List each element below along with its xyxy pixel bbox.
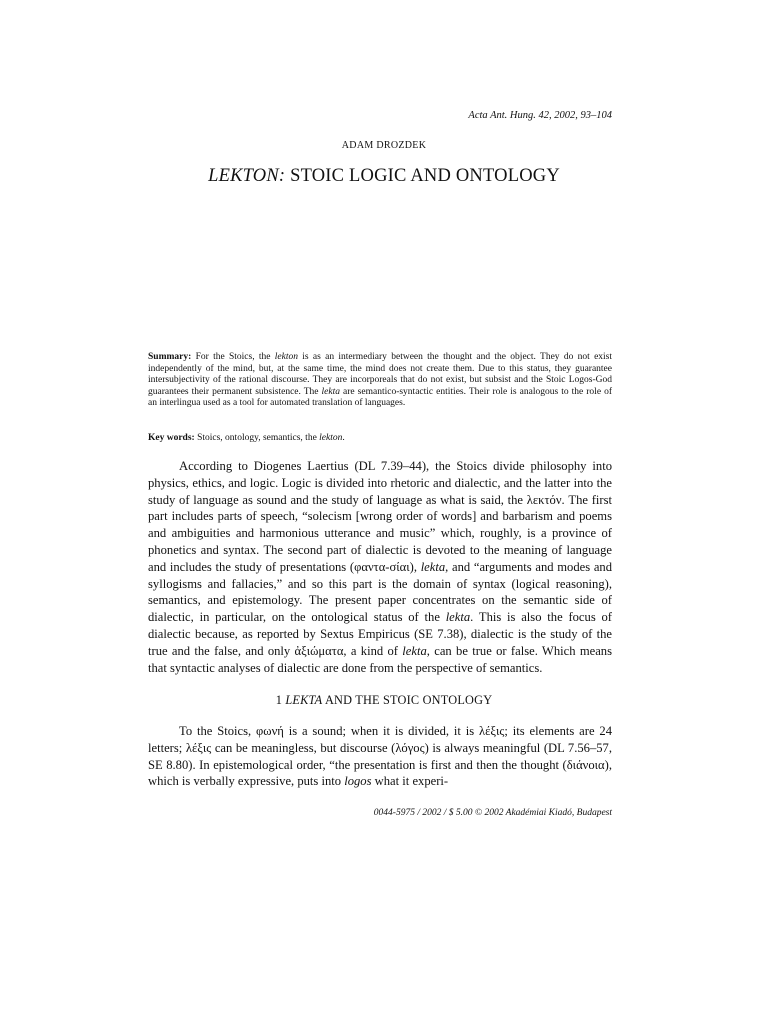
- paragraph-text: , and “arguments and modes and syllogisms and fallacies,” and so this part is the domain of syntax (logical reasoning), semantics, and epistemology. The present paper concentrates on the semantic side of dialectic, in particular, on the ontological status of the: [148, 559, 612, 625]
- keywords-term: lekton: [319, 433, 343, 443]
- page-footer: 0044-5975 / 2002 / $ 5.00 © 2002 Akadémiai Kiadó, Budapest: [373, 808, 612, 818]
- paragraph-term: logos: [344, 774, 372, 789]
- summary-text: is as an intermediary between the thought and the object. They do not exist independently of the mind, but, at the same time, the mind does not create them. Due to this status, they guarantee intersubjectivity of the rational discourse. They are incorporeals that do not exist, but subsist and the Stoic Logos-God guarantees their permanent subsistence. The: [148, 352, 613, 397]
- paragraph-text: . This is also the focus of dialectic because, as reported by Sextus Empiricus (SE 7.38), dialectic is the study of the true and the false, and only ἀξιώματα, a kind of: [148, 610, 612, 658]
- title-italic-part: LEKTON:: [208, 166, 286, 186]
- body-paragraph-1: [148, 458, 612, 676]
- summary-text: are semantico-syntactic entities. Their role is analogous to the role of an interlingua used as a tool for automated translation of languages.: [148, 386, 612, 409]
- paragraph-text: , can be true or false. Which means that syntactic analyses of dialectic are done from the perspective of semantics.: [148, 643, 612, 675]
- paragraph-text: To the Stoics, φωνή is a sound; when it is divided, it is λέξις; its elements are 24 letters; λέξις can be meaningless, but discourse (λόγος) is always meaningful (DL 7.56–57, SE 8.80). In epistemological order, “the presentation is first and then the thought (διάνοια), which is verbally expressive, puts into: [148, 724, 612, 789]
- section-heading-italic: LEKTA: [285, 693, 323, 707]
- section-number: 1: [275, 693, 286, 707]
- title-main-part: STOIC LOGIC AND ONTOLOGY: [285, 166, 560, 186]
- paragraph-text: what it experi-: [371, 774, 449, 789]
- journal-citation: Acta Ant. Hung. 42, 2002, 93–104: [468, 110, 612, 121]
- summary-label: Summary:: [148, 352, 192, 362]
- paragraph-text: According to Diogenes Laertius (DL 7.39–44), the Stoics divide philosophy into physics, ethics, and logic. Logic is divided into rhetoric and dialectic, and the latter into the study of language as sound and the study of language as what is said, the λεκτόν. The first part includes parts of speech, “solecism [wrong order of words] and barbarism and poems and ambiguities and harmonious utterance and music” which, roughly, is a province of phonetics and syntax. The second part of dialectic is devoted to the meaning of language and includes the study of presentations (φαντα-σίαι),: [148, 459, 612, 574]
- summary-term: lekta: [321, 386, 341, 397]
- paragraph-term: lekta: [445, 610, 471, 625]
- paragraph-term: lekta: [402, 643, 427, 658]
- keywords-text: .: [342, 433, 345, 443]
- keywords-block: [148, 432, 612, 444]
- summary-block: [148, 352, 612, 410]
- summary-term: lekton: [274, 352, 298, 362]
- summary-text: For the Stoics, the: [191, 352, 275, 362]
- section-heading: [0, 693, 768, 708]
- section-heading-rest: AND THE STOIC ONTOLOGY: [322, 693, 493, 707]
- article-title: [0, 166, 768, 187]
- keywords-text: Stoics, ontology, semantics, the: [194, 433, 320, 443]
- keywords-label: Key words:: [148, 433, 195, 443]
- paragraph-term: lekta: [420, 559, 446, 574]
- author-name: ADAM DROZDEK: [341, 140, 427, 151]
- body-paragraph-2: [148, 723, 612, 790]
